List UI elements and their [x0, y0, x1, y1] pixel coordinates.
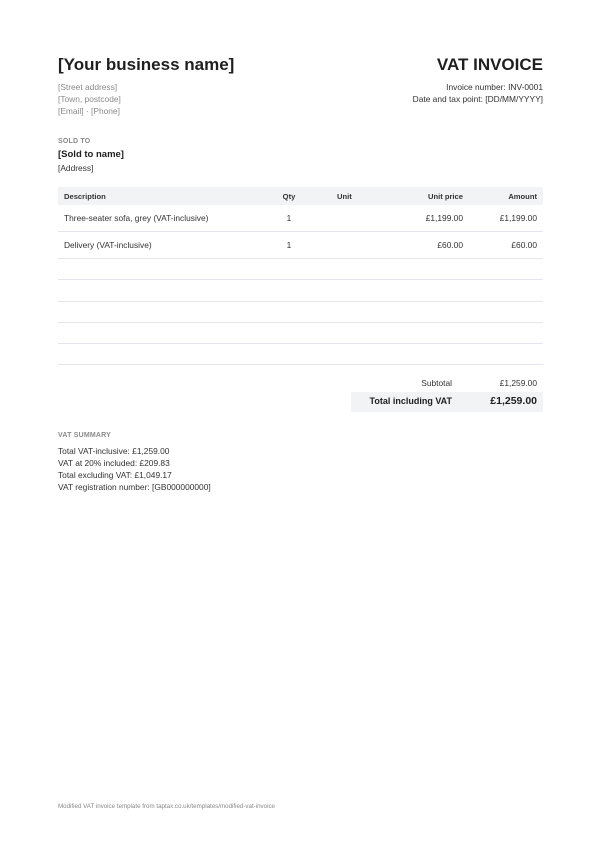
- vat-registration-number: VAT registration number: [GB000000000]: [58, 482, 211, 492]
- invoice-number: Invoice number: INV-0001: [446, 82, 543, 92]
- vat-total-excluding: Total excluding VAT: £1,049.17: [58, 470, 172, 480]
- header-qty: Qty: [282, 192, 296, 201]
- row-unit-price: £60.00: [437, 240, 463, 250]
- row-qty: 1: [286, 213, 292, 223]
- sold-to-name: [Sold to name]: [58, 149, 124, 160]
- table-row: [58, 232, 543, 259]
- empty-table-row: [58, 323, 543, 344]
- header-description: Description: [64, 192, 106, 201]
- subtotal-value: £1,259.00: [499, 378, 537, 388]
- sold-to-address: [Address]: [58, 163, 94, 173]
- business-contact: [Email] · [Phone]: [58, 106, 120, 116]
- table-row: [58, 205, 543, 232]
- row-amount: £1,199.00: [499, 213, 537, 223]
- header-amount: Amount: [508, 192, 537, 201]
- header-unit-price: Unit price: [427, 192, 463, 201]
- footer-note: Modified VAT invoice template from taptax.co.uk/templates/modified-vat-invoice: [58, 803, 276, 810]
- subtotal-label: Subtotal: [421, 378, 452, 388]
- business-name: [Your business name]: [58, 55, 235, 74]
- row-description: Delivery (VAT-inclusive): [64, 240, 152, 250]
- row-qty: 1: [286, 240, 292, 250]
- vat-total-inclusive: Total VAT-inclusive: £1,259.00: [58, 446, 170, 456]
- total-row: [351, 392, 543, 412]
- sold-to-label: SOLD TO: [58, 138, 91, 145]
- items-table: [58, 187, 543, 365]
- empty-table-row: [58, 280, 543, 301]
- invoice-title: VAT INVOICE: [436, 55, 543, 74]
- vat-amount: VAT at 20% included: £209.83: [58, 458, 170, 468]
- items-table-header: [58, 187, 543, 205]
- vat-summary-label: VAT SUMMARY: [58, 432, 112, 439]
- row-amount: £60.00: [511, 240, 537, 250]
- header-unit: Unit: [337, 192, 352, 201]
- row-description: Three-seater sofa, grey (VAT-inclusive): [64, 213, 209, 223]
- business-town: [Town, postcode]: [58, 94, 121, 104]
- empty-table-row: [58, 302, 543, 323]
- subtotal-row: [351, 374, 543, 391]
- total-value: £1,259.00: [490, 395, 537, 407]
- total-label: Total including VAT: [369, 396, 452, 406]
- empty-table-row: [58, 344, 543, 365]
- row-unit-price: £1,199.00: [425, 213, 463, 223]
- empty-table-row: [58, 259, 543, 280]
- business-street: [Street address]: [58, 82, 118, 92]
- invoice-date: Date and tax point: [DD/MM/YYYY]: [412, 94, 543, 104]
